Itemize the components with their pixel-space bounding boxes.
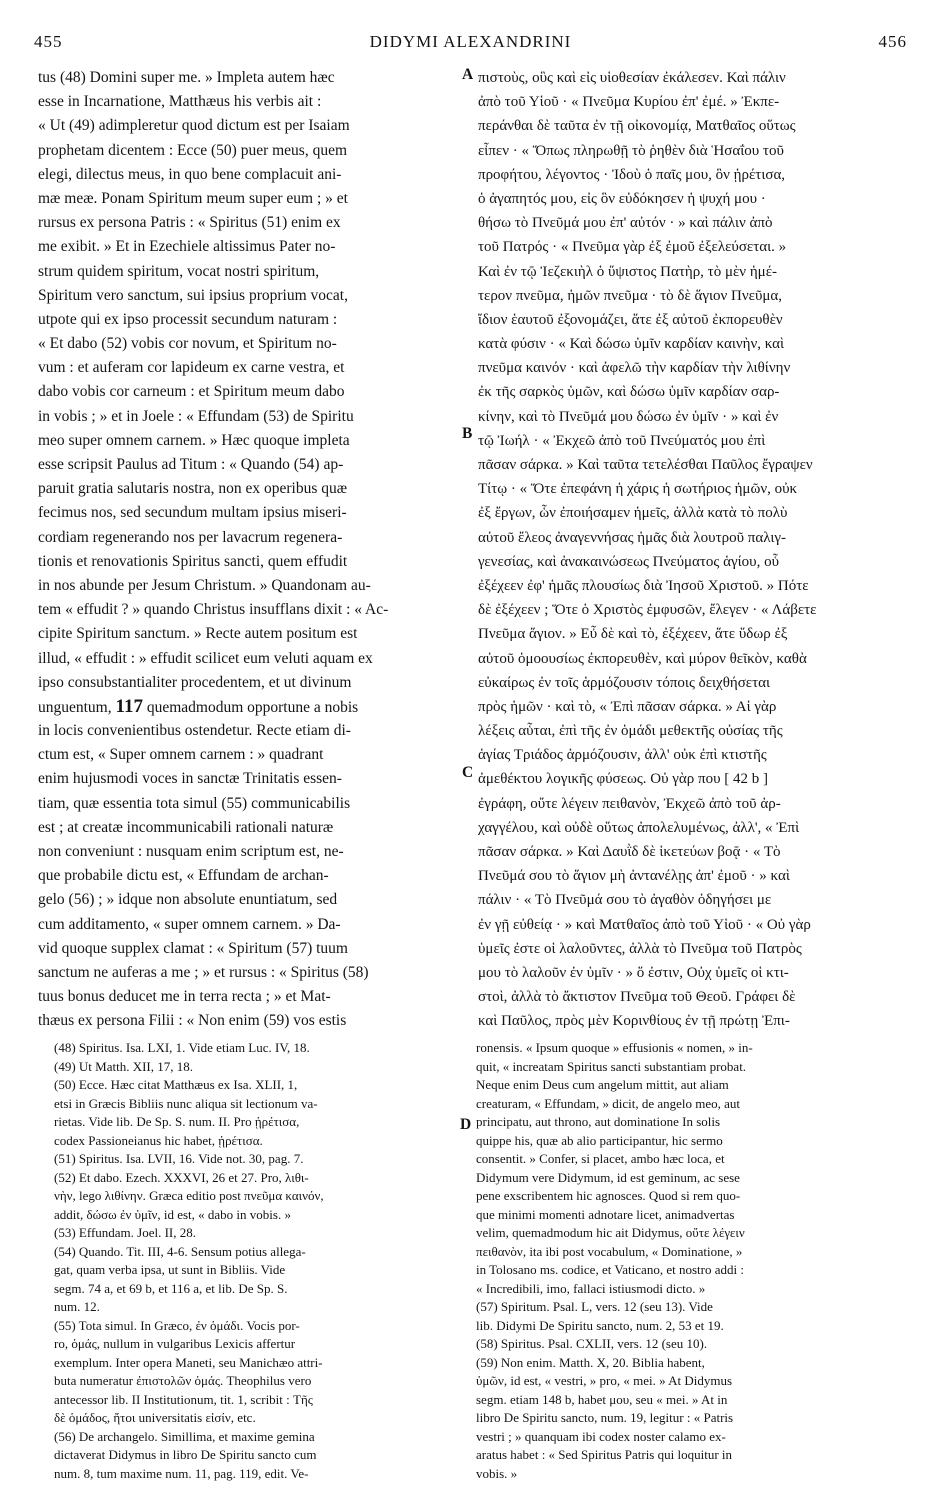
greek-text-line: μου τὸ λαλοῦν ἐν ὑμῖν · » ὅ ἐστιν, Οὐχ ὑμεῖς οἱ κτι- (478, 964, 789, 981)
footnote-line: ὑμῶν, id est, « vestri, » pro, « mei. » At Didymus (476, 1373, 733, 1388)
greek-text-line: ἐκ τῆς σαρκὸς ὑμῶν, καὶ δώσω ὑμῖν καρδίαν σαρ- (478, 384, 780, 401)
footnote-line: libro De Spiritu sancto, num. 19, legitur : « Patris (476, 1410, 734, 1425)
greek-text-line: ἀπὸ τοῦ Υἱοῦ · « Πνεῦμα Κυρίου ἐπ' ἐμέ. » Ἐκπε- (478, 94, 780, 111)
footnote-line: aratus habet : « Sed Spiritus Patris qui loquitur in (476, 1447, 733, 1462)
greek-text-line: τῷ Ἰωήλ · « Ἐκχεῶ ἀπὸ τοῦ Πνεύματός μου ἐπὶ (478, 432, 766, 449)
greek-text-line: λέξεις αὗται, ἐπὶ τῆς ἐν ὁμάδι μεθεκτῆς οὐσίας τῆς (478, 723, 783, 740)
footnote-line: rietas. Vide lib. De Sp. S. num. II. Pro ᾑρέτισα, (54, 1114, 300, 1129)
greek-text-line: κατὰ φύσιν · « Καὶ δώσω ὑμῖν καρδίαν καινὴν, καὶ (478, 336, 785, 353)
greek-text-line: Καὶ ἐν τῷ Ἰεζεκιὴλ ὁ ὕψιστος Πατὴρ, τὸ μὲν ἡμέ- (478, 263, 778, 280)
latin-text-line: utpote qui ex ipso processit secundum naturam : (38, 310, 338, 328)
latin-text-line: « Ut (49) adimpleretur quod dictum est per Isaiam (38, 117, 350, 135)
latin-text-line: enim hujusmodi voces in sanctæ Trinitatis essen- (38, 770, 342, 788)
footnote-line: num. 8, tum maxime num. 11, pag. 119, edit. Ve- (54, 1465, 309, 1481)
latin-line-continuation: quemadmodum opportune a nobis (146, 698, 359, 716)
latin-text-line: Spiritum vero sanctum, sui ipsius proprium vocat, (38, 286, 348, 304)
greek-text-line: ὁ ἀγαπητός μου, εἰς ὃν εὐδόκησεν ἡ ψυχή μου · (478, 190, 766, 207)
greek-text-line: τερον πνεῦμα, ἡμῶν πνεῦμα · τὸ δὲ ἅγιον Πνεῦμα, (478, 287, 783, 304)
greek-text-line: περάνθαι δὲ ταῦτα ἐν τῇ οἰκονομίᾳ, Ματθαῖος οὕτως (478, 118, 796, 135)
latin-text-line: ctum est, « Super omnem carnem : » quadrant (38, 746, 324, 764)
footnote-line: vobis. » (476, 1465, 518, 1481)
greek-text-line: ἀμεθέκτου λογικῆς φύσεως. Οὐ γὰρ που [ 42 b ] (478, 771, 768, 788)
footnote-line: que minimi momenti adnotare licet, animadvertas (476, 1206, 735, 1222)
footnote-line: etsi in Græcis Bibliis nunc aliqua sit lectionum va- (54, 1095, 318, 1111)
footnote-line: velim, quemadmodum hic ait Didymus, οὔτε λέγειν (476, 1225, 745, 1240)
latin-text-line: tuus bonus deducet me in terra recta ; » et Mat- (38, 988, 331, 1006)
footnote-line: num. 12. (54, 1299, 100, 1314)
footnote-line: addit, δώσω ἐν ὑμῖν, id est, « dabo in vobis. » (54, 1206, 291, 1222)
footnote-line: dictaverat Didymus in libro De Spiritu sancto cum (54, 1447, 317, 1462)
latin-text-line: cipite Spiritum sanctum. » Recte autem positum est (38, 625, 358, 643)
greek-text-line: τοῦ Πατρός · « Πνεῦμα γὰρ ἐξ ἐμοῦ ἐξελεύσεται. » (478, 239, 787, 256)
greek-text-line: Τίτῳ · « Ὅτε ἐπεφάνη ἡ χάρις ἡ σωτήριος ἡμῶν, οὐκ (478, 481, 798, 498)
margin-marker-b: B (462, 425, 473, 442)
column-number: 117 (115, 695, 143, 717)
footnotes-right (476, 1039, 912, 1483)
greek-text-line: πνεῦμα καινόν · καὶ ἀφελῶ τὴν καρδίαν τὴν λιθίνην (478, 360, 791, 377)
running-title: DIDYMI ALEXANDRINI (369, 32, 572, 51)
greek-text-line: πᾶσαν σάρκα. » Καὶ ταῦτα τετελέσθαι Παῦλος ἔγραψεν (478, 457, 813, 473)
margin-marker-a: A (462, 66, 474, 83)
footnote-line: (58) Spiritus. Psal. CXLII, vers. 12 (seu 10). (476, 1336, 708, 1351)
greek-text-line: καὶ Παῦλος, πρὸς μὲν Κορινθίους ἐν τῇ πρώτῃ Ἐπι- (478, 1013, 790, 1030)
latin-text-line: meo super omnem carnem. » Hæc quoque impleta (38, 431, 350, 449)
footnote-line: (56) De archangelo. Simillima, et maxime gemina (54, 1428, 315, 1444)
page-number-left: 455 (34, 32, 63, 51)
latin-text-line: tiam, quæ essentia tota simul (55) communicabilis (38, 794, 351, 812)
greek-text-line: εἶπεν · « Ὅπως πληρωθῇ τὸ ῥηθὲν διὰ Ἡσαΐου τοῦ (478, 142, 784, 159)
footnote-line: pene exscribentem hic agnosces. Quod si rem quo- (476, 1188, 741, 1203)
greek-text-line: πᾶσαν σάρκα. » Καὶ Δαυῒδ δὲ ἱκετεύων βοᾷ · « Τὸ (478, 844, 781, 860)
latin-text-line: cordiam regenerando nos per lavacrum regenera- (38, 528, 343, 546)
footnote-line: gat, quam verba ipsa, ut sunt in Bibliis. Vide (54, 1262, 286, 1277)
latin-text-line: non conveniunt : nusquam enim scriptum est, ne- (38, 843, 344, 860)
latin-text-line: esse scripsit Paulus ad Titum : « Quando (54) ap- (38, 456, 344, 473)
greek-text-line: στοὶ, ἀλλὰ τὸ ἄκτιστον Πνεῦμα τοῦ Θεοῦ. Γράφει δὲ (478, 989, 796, 1006)
footnote-line: (50) Ecce. Hæc citat Matthæus ex Isa. XLII, 1, (54, 1077, 298, 1092)
latin-text-line: illud, « effudit : » effudit scilicet eum veluti aquam ex (38, 649, 373, 667)
footnote-line: quit, « increatam Spiritus sancti substantiam probat. (476, 1058, 747, 1074)
latin-text-line: est ; at creatæ incommunicabili rationali naturæ (38, 818, 334, 836)
greek-text-line: αὐτοῦ ἔλεος ἀναγεννήσας ἡμᾶς διὰ λουτροῦ παλιγ- (478, 529, 786, 546)
page-number-right: 456 (878, 32, 907, 51)
greek-text-line: ἐν γῇ εὐθείᾳ · » καὶ Ματθαῖος ἀπὸ τοῦ Υἱοῦ · « Οὐ γὰρ (478, 916, 811, 933)
latin-text-line: prophetam dicentem : Ecce (50) puer meus, quem (38, 141, 348, 159)
latin-text-line: « Et dabo (52) vobis cor novum, et Spiritum no- (38, 335, 337, 353)
footnote-line: (49) Ut Matth. XII, 17, 18. (54, 1058, 194, 1074)
greek-text-line: πρὸς ἡμῶν · καὶ τὸ, « Ἐπὶ πᾶσαν σάρκα. » Αἱ γὰρ (478, 698, 777, 715)
latin-text-line (38, 695, 460, 719)
greek-text-line: ἴδιον ἑαυτοῦ ἐξονομάζει, ἅτε ἐξ αὐτοῦ ἐκπορευθὲν (478, 311, 783, 328)
margin-marker-d: D (460, 1116, 472, 1133)
greek-column (478, 66, 910, 1034)
latin-text-line: thæus ex persona Filii : « Non enim (59) vos estis (38, 1012, 347, 1030)
footnote-line: quippe his, quæ ab alio participantur, hic sermo (476, 1132, 723, 1148)
latin-text-line: me exibit. » Et in Ezechiele altissimus Pater no- (38, 238, 336, 256)
latin-text-line: strum quidem spiritum, vocat nostri spiritum, (38, 262, 320, 280)
greek-text-line: προφήτου, λέγοντος · Ἰδοὺ ὁ παῖς μου, ὃν ᾑρέτισα, (478, 166, 786, 183)
footnote-line: vestri ; » quanquam ibi codex noster calamo ex- (476, 1428, 726, 1444)
latin-text-line: mæ meæ. Ponam Spiritum meum super eum ; » et (38, 189, 348, 207)
latin-text-line: tionis et renovationis Spiritus sancti, quem effudit (38, 552, 348, 570)
footnote-line: lib. Didymi De Spiritu sancto, num. 2, 53 et 19. (476, 1317, 724, 1333)
footnote-line: consentit. » Confer, si placet, ambo hæc loca, et (476, 1151, 725, 1166)
latin-text-line: vid quoque supplex clamat : « Spiritum (57) tuum (38, 939, 348, 957)
footnote-line: segm. etiam 148 b, habet μου, seu « mei. » At in (476, 1391, 728, 1407)
footnote-line: (59) Non enim. Matth. X, 20. Biblia habent, (476, 1354, 705, 1370)
greek-text-line: Πνεῦμά σου τὸ ἅγιον μὴ ἀντανέλῃς ἀπ' ἐμοῦ · » καὶ (478, 868, 790, 885)
greek-text-line: ἐγράφη, οὔτε λέγειν πειθανὸν, Ἐκχεῶ ἀπὸ τοῦ ἀρ- (478, 795, 781, 812)
footnote-line: exemplum. Inter opera Maneti, seu Manichæo attri- (54, 1354, 323, 1370)
footnote-line: « Incredibili, imo, fallaci istiusmodi dicto. » (476, 1280, 706, 1296)
latin-text-line: gelo (56) ; » idque non absolute enuntiatum, sed (38, 891, 338, 909)
greek-text-line: εὐκαίρως ἐν τοῖς ἁρμόζουσιν τόποις δειχθήσεται (478, 674, 771, 691)
footnote-line: creaturam, « Effundam, » dicit, de angelo meo, aut (476, 1095, 740, 1111)
greek-text-line: πιστοὺς, οὓς καὶ εἰς υἱοθεσίαν ἐκάλεσεν. Καὶ πάλιν (478, 70, 786, 86)
footnote-line: δὲ ὁμάδος, ἤτοι universitatis εἰσίν, etc. (54, 1410, 256, 1425)
latin-text-line: tus (48) Domini super me. » Impleta autem hæc (38, 69, 335, 86)
latin-text-line: paruit gratia salutaris nostra, non ex operibus quæ (38, 480, 348, 498)
footnote-line: buta numeratur ἐπιστολῶν ὁμάς. Theophilus vero (54, 1373, 312, 1388)
greek-text-line: θήσω τὸ Πνεῦμά μου ἐπ' αὐτόν · » καὶ πάλιν ἀπὸ (478, 215, 773, 232)
latin-line-start: unguentum, (38, 698, 112, 716)
footnotes-left (54, 1039, 458, 1483)
greek-text-line: αὐτοῦ ὁμοουσίως ἐκπορευθὲν, καὶ μύρον θεῖκὸν, καθὰ (478, 650, 807, 667)
latin-text-line: cum additamento, « super omnem carnem. » Da- (38, 915, 341, 933)
greek-text-line: κίνην, καὶ τὸ Πνεῦμά μου δώσω ἐν ὑμῖν · » καὶ ἐν (478, 408, 779, 425)
footnote-line: principatu, aut throno, aut dominatione In solis (476, 1114, 721, 1129)
footnote-line: (48) Spiritus. Isa. LXI, 1. Vide etiam Luc. IV, 18. (54, 1040, 310, 1055)
footnote-line: (55) Tota simul. In Græco, ἐν ὁμάδι. Vocis por- (54, 1317, 300, 1333)
footnote-line: (51) Spiritus. Isa. LVII, 16. Vide not. 30, pag. 7. (54, 1151, 304, 1166)
footnote-line: ronensis. « Ipsum quoque » effusionis « nomen, » in- (476, 1040, 753, 1055)
footnote-line: Didymum vere Didymum, id est geminum, ac sese (476, 1169, 740, 1185)
greek-text-line: ἐξ ἔργων, ὧν ἐποιήσαμεν ἡμεῖς, ἀλλὰ κατὰ τὸ πολὺ (478, 505, 788, 522)
latin-column (38, 66, 460, 1034)
footnote-line: (53) Effundam. Joel. II, 28. (54, 1225, 197, 1240)
latin-text-line: in nos abunde per Jesum Christum. » Quandonam au- (38, 576, 371, 594)
footnote-line: (52) Et dabo. Ezech. XXXVI, 26 et 27. Pro, λιθι- (54, 1169, 309, 1185)
greek-text-line: ἁγίας Τριάδος ἁρμόζουσιν, ἀλλ' οὐκ ἐπὶ κτιστῆς (478, 747, 767, 764)
footnote-line: (54) Quando. Tit. III, 4-6. Sensum potius allega- (54, 1243, 306, 1259)
footnote-line: codex Passioneianus hic habet, ᾑρέτισα. (54, 1132, 263, 1148)
latin-text-line: fecimus nos, sed secundum multam ipsius miseri- (38, 504, 347, 522)
latin-text-line: elegi, dilectus meus, in quo bene complacuit ani- (38, 165, 342, 183)
greek-text-line: χαγγέλου, καὶ οὐδὲ οὕτως ἀπολελυμένως, ἀλλ', « Ἐπὶ (478, 819, 800, 836)
margin-marker-c: C (462, 764, 474, 781)
greek-text-line: Πνεῦμα ἅγιον. » Εὖ δὲ καὶ τὸ, ἐξέχεεν, ἅτε ὕδωρ ἐξ (478, 626, 788, 643)
footnote-line: in Tolosano ms. codice, et Vaticano, et nostro addi : (476, 1262, 744, 1277)
latin-text-line: dabo vobis cor carneum : et Spiritum meum dabo (38, 383, 345, 401)
latin-text-line: in locis convenientibus ostendetur. Recte etiam di- (38, 722, 351, 740)
latin-text-line: in vobis ; » et in Joele : « Effundam (53) de Spiritu (38, 407, 354, 425)
footnote-line: antecessor lib. II Institutionum, tit. 1, scribit : Τῆς (54, 1391, 313, 1407)
greek-text-line: ἐξέχεεν ἐφ' ἡμᾶς πλουσίως διὰ Ἰησοῦ Χριστοῦ. » Πότε (478, 577, 809, 594)
greek-text-line: δὲ ἐξέχεεν ; Ὅτε ὁ Χριστὸς ἐμφυσῶν, ἔλεγεν · « Λάβετε (478, 602, 817, 619)
greek-text-line: ὑμεῖς ἐστε οἱ λαλοῦντες, ἀλλὰ τὸ Πνεῦμα τοῦ Πατρὸς (478, 940, 802, 957)
greek-text-line: πάλιν · « Τὸ Πνεῦμά σου τὸ ἀγαθὸν ὁδηγήσει με (478, 892, 772, 909)
footnote-line: ro, ὁμάς, nullum in vulgaribus Lexicis affertur (54, 1336, 296, 1351)
latin-text-line: vum : et auferam cor lapideum ex carne vestra, et (38, 359, 345, 377)
latin-text-line: ipso consubstantialiter procedentem, et ut divinum (38, 673, 352, 691)
footnote-line: segm. 74 a, et 69 b, et 116 a, et lib. De Sp. S. (54, 1280, 288, 1296)
footnote-line: Neque enim Deus cum angelum mittit, aut aliam (476, 1077, 729, 1092)
latin-text-line: esse in Incarnatione, Matthæus his verbis ait : (38, 93, 322, 111)
page-header (34, 32, 907, 58)
latin-text-line: sanctum ne auferas a me ; » et rursus : « Spiritus (58) (38, 963, 369, 981)
footnote-line: πειθανὸν, ita ibi post vocabulum, « Dominatione, » (476, 1243, 743, 1259)
footnote-line: (57) Spiritum. Psal. L, vers. 12 (seu 13). Vide (476, 1299, 713, 1314)
latin-text-line: tem « effudit ? » quando Christus insufflans dixit : « Ac- (38, 601, 389, 619)
latin-text-line: que probabile dictu est, « Effundam de archan- (38, 867, 329, 885)
greek-text-line: γενεσίας, καὶ ἀνακαινώσεως Πνεύματος ἁγίου, οὗ (478, 553, 780, 570)
footnote-line: νὴν, lego λιθίνην. Græca editio post πνεῦμα καινόν, (54, 1188, 324, 1203)
latin-text-line: rursus ex persona Patris : « Spiritus (51) enim ex (38, 214, 341, 232)
